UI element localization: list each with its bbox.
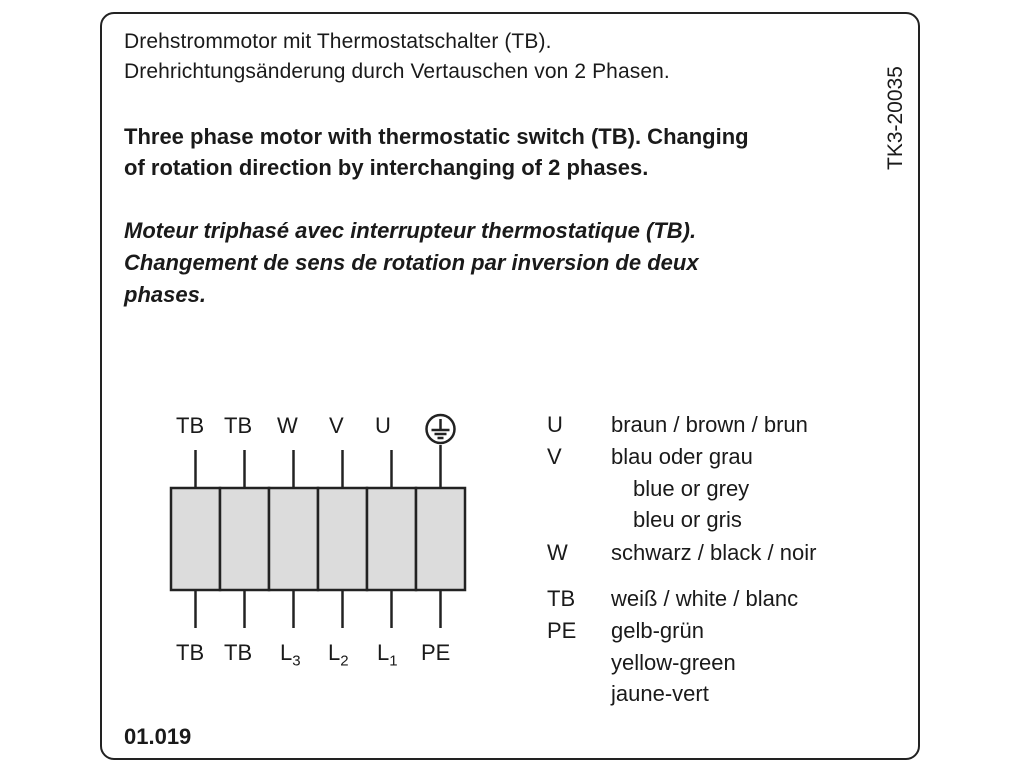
bottom-label-main: L [328, 640, 341, 665]
legend-text-u: braun / brown / brun [611, 412, 808, 437]
bottom-label-pe [421, 640, 450, 666]
legend-text-w: schwarz / black / noir [611, 540, 817, 565]
description-english-line-2: of rotation direction by interchanging of 2 phases. [124, 155, 649, 180]
bottom-label-l1 [377, 640, 398, 669]
bottom-label-l2 [328, 640, 349, 669]
terminal-cell [220, 488, 269, 590]
bottom-label-main: TB [224, 640, 253, 665]
legend-code-u: U [547, 412, 563, 437]
bottom-label-tb-2 [224, 640, 252, 666]
top-label-v: V [329, 413, 344, 438]
legend-text-tb: weiß / white / blanc [611, 586, 799, 611]
description-french-line-2: Changement de sens de rotation par inversion de deux [124, 250, 699, 275]
legend-text-v-3: bleu or gris [633, 507, 742, 532]
terminal-cell [367, 488, 416, 590]
legend-code-tb: TB [547, 586, 576, 611]
terminal-cell [318, 488, 367, 590]
bottom-label-sub: 1 [389, 652, 398, 670]
bottom-label-main: PE [421, 640, 451, 665]
bottom-label-main: TB [176, 640, 205, 665]
drawing-code: TK3-20035 [884, 66, 907, 170]
legend-text-v-1: blau oder grau [611, 444, 753, 469]
legend-code-pe: PE [547, 618, 577, 643]
bottom-label-tb-1 [176, 640, 204, 666]
description-french-line-1: Moteur triphasé avec interrupteur thermostatique (TB). [124, 218, 697, 243]
terminal-cell [416, 488, 465, 590]
top-label-u: U [375, 413, 391, 438]
bottom-label-l3 [280, 640, 301, 669]
bottom-label-sub: 2 [340, 652, 349, 670]
description-german-line-2: Drehrichtungsänderung durch Vertauschen von 2 Phasen. [124, 60, 670, 83]
catalog-number: 01.019 [124, 724, 192, 749]
description-english-line-1: Three phase motor with thermostatic switch (TB). Changing [124, 124, 749, 149]
top-label-tb-2: TB [224, 413, 253, 438]
bottom-label-sub: 3 [292, 652, 301, 670]
bottom-label-main: L [377, 640, 390, 665]
legend-code-v: V [547, 444, 562, 469]
terminal-cell [269, 488, 318, 590]
legend-text-pe-1: gelb-grün [611, 618, 704, 643]
legend-text-pe-3: jaune-vert [611, 681, 709, 706]
legend-text-v-2: blue or grey [633, 476, 750, 501]
description-french-line-3: phases. [124, 282, 206, 307]
top-label-tb-1: TB [176, 413, 205, 438]
top-label-w: W [277, 413, 298, 438]
legend-text-pe-2: yellow-green [611, 650, 736, 675]
description-german-line-1: Drehstrommotor mit Thermostatschalter (TB). [124, 30, 552, 53]
bottom-label-main: L [280, 640, 293, 665]
terminal-cell [171, 488, 220, 590]
legend-code-w: W [547, 540, 568, 565]
